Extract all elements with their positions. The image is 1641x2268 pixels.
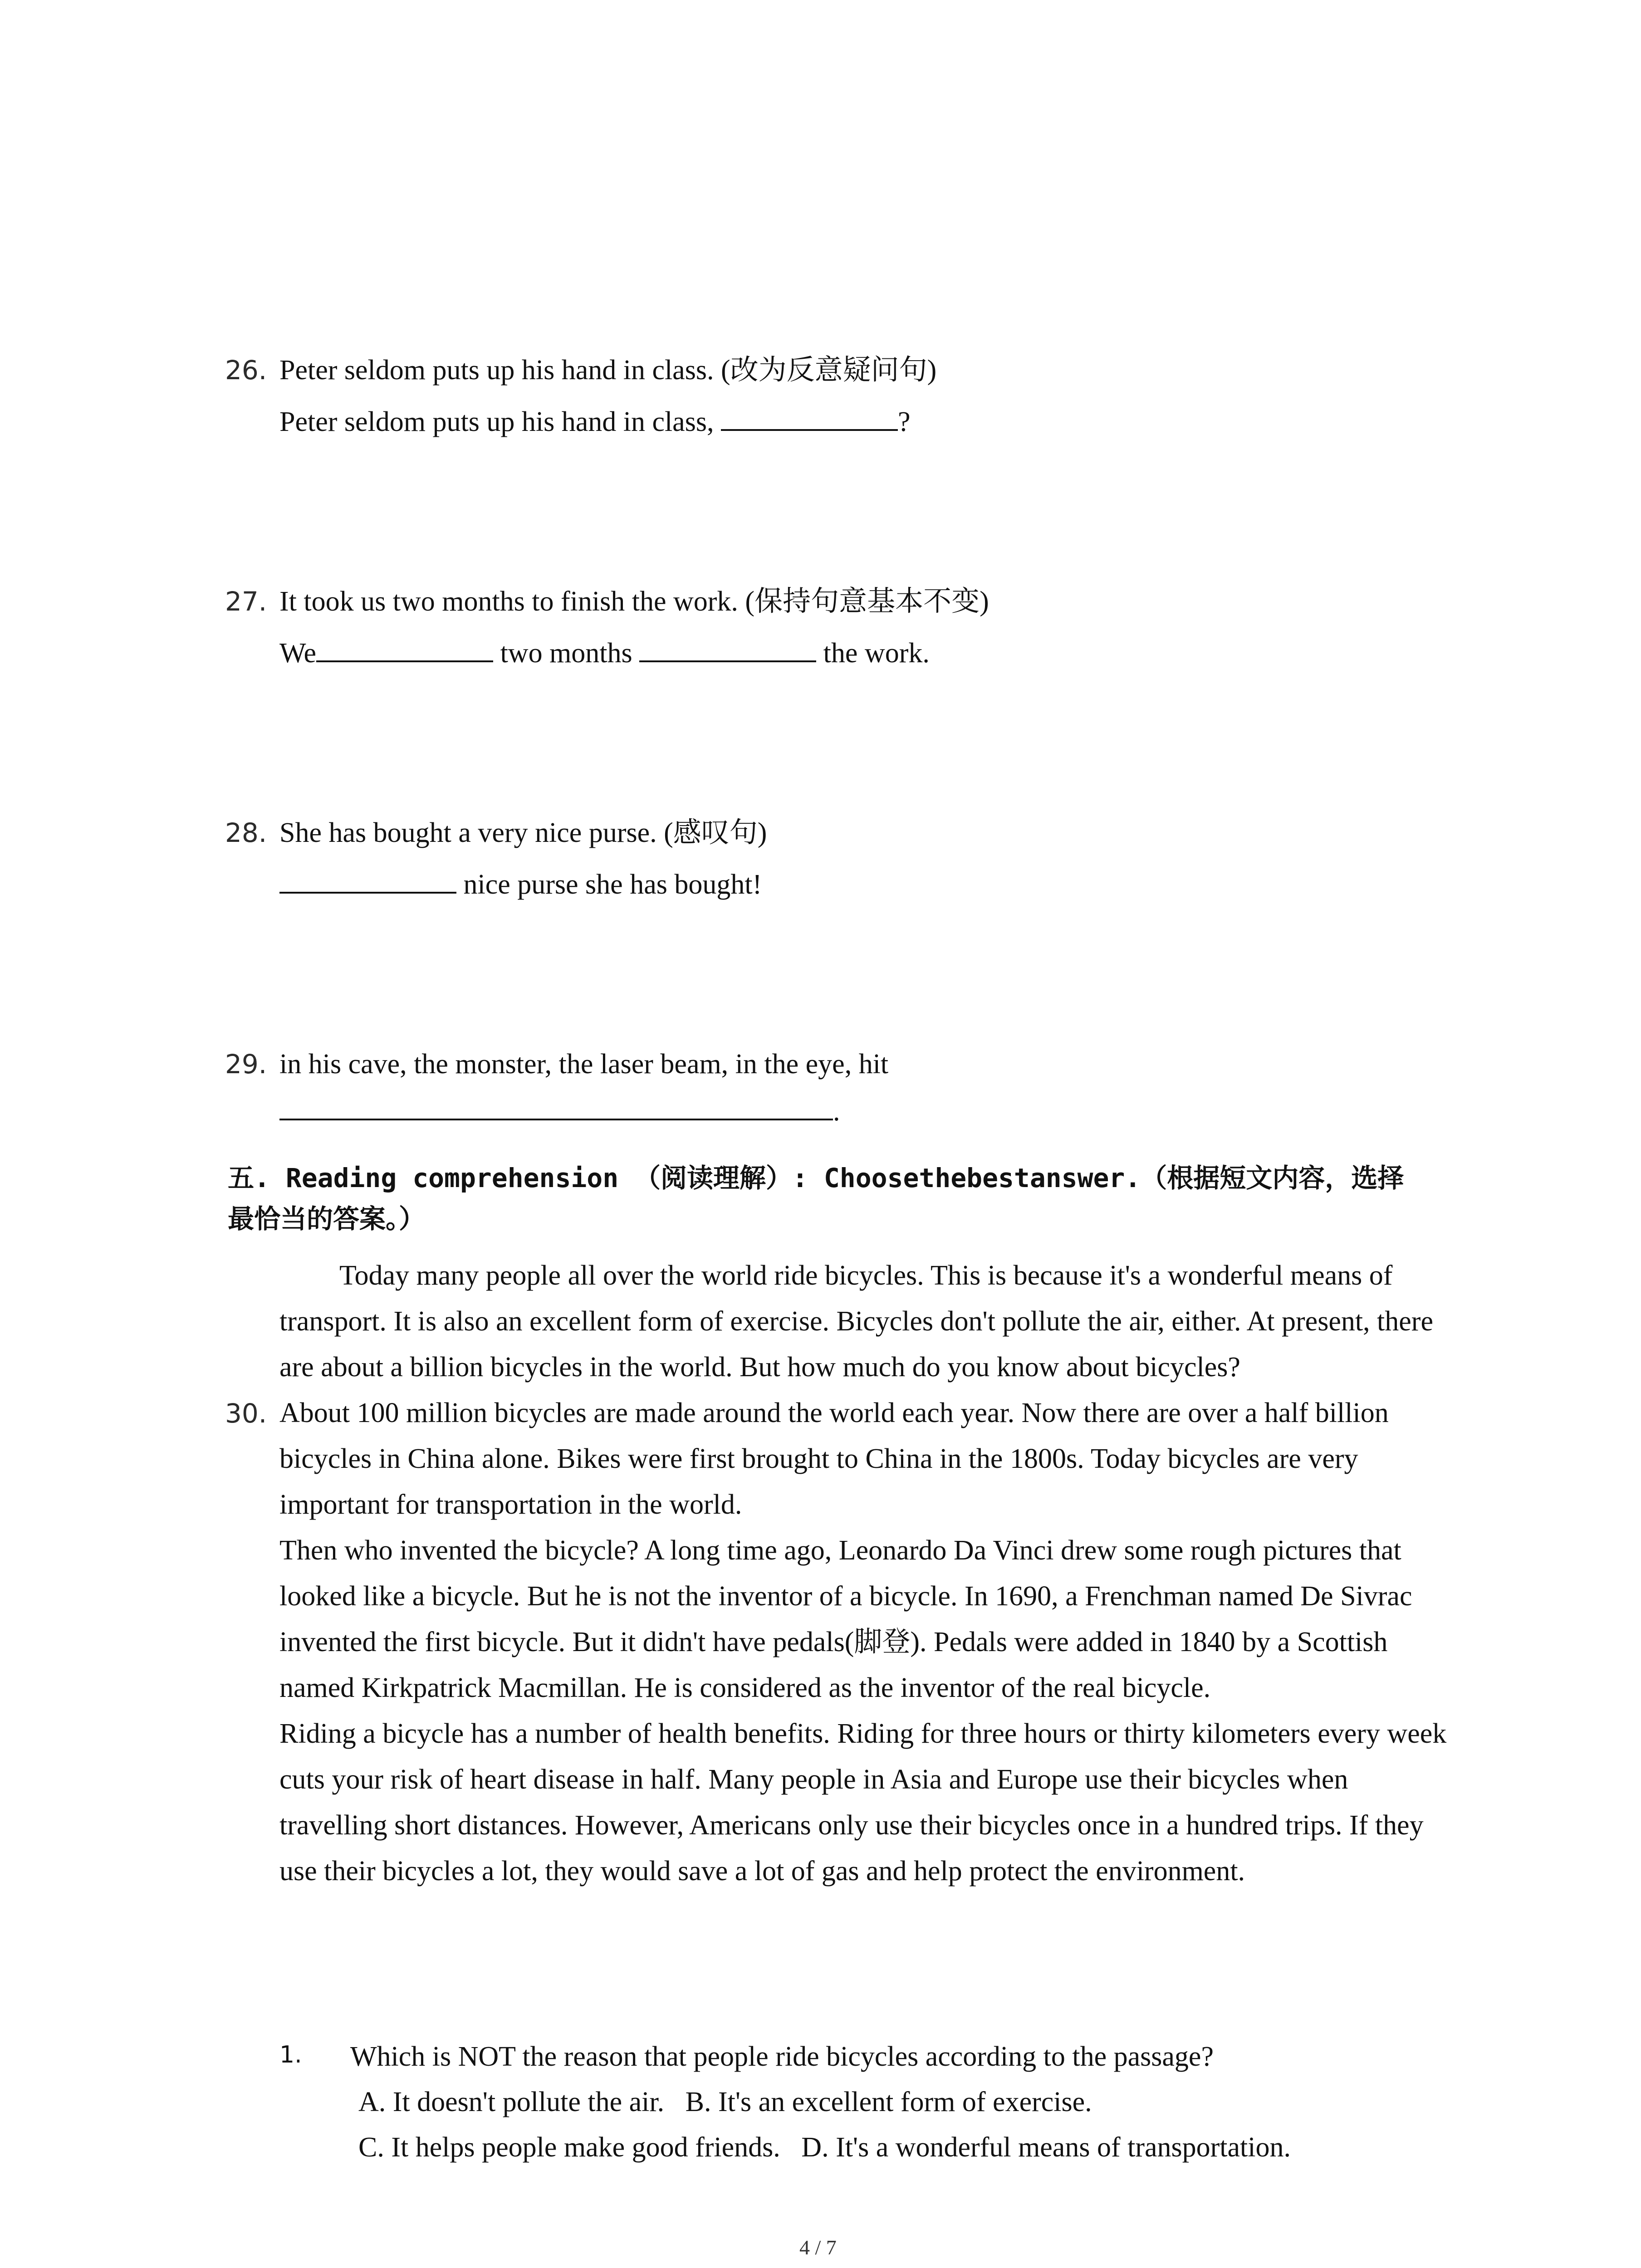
- question-number-29: 29.: [225, 1049, 267, 1080]
- subquestion-number: 1.: [279, 2041, 302, 2068]
- subquestion-stem: Which is NOT the reason that people ride bicycles according to the passage?: [350, 2041, 1214, 2072]
- answer-blank[interactable]: [279, 1092, 833, 1120]
- question-27-answer-part1: We: [279, 638, 317, 669]
- reading-passage: [279, 1253, 1459, 1894]
- passage-paragraph-2: About 100 million bicycles are made around the world each year. Now there are over a half billion bicycles in China alone. Bikes were first brought to China in the 1800s. Today bicycles are very important for transportation in the world.: [279, 1398, 1389, 1520]
- question-28-answer-text: nice purse she has bought!: [463, 869, 762, 900]
- question-29-prompt: in his cave, the monster, the laser beam, in the eye, hit: [279, 1049, 889, 1080]
- question-number-30: 30.: [225, 1398, 267, 1429]
- question-29-answer-mark: .: [833, 1096, 840, 1127]
- question-26-prompt: Peter seldom puts up his hand in class. (改为反意疑问句): [279, 355, 937, 386]
- passage-paragraph-4: Riding a bicycle has a number of health benefits. Riding for three hours or thirty kilometers every week cuts your risk of heart disease in half. Many people in Asia and Europe use their bicycles when travelling short distances. However, Americans only use their bicycles once in a hundred trips. If they use their bicycles a lot, they would save a lot of gas and help protect the environment.: [279, 1718, 1447, 1887]
- page-number: 4 / 7: [799, 2236, 837, 2259]
- question-number-28: 28.: [225, 817, 267, 848]
- subquestion-options-ab[interactable]: A. It doesn't pollute the air. B. It's an excellent form of exercise.: [358, 2087, 1092, 2117]
- question-26-answer-mark: ?: [897, 406, 911, 437]
- answer-blank[interactable]: [316, 634, 493, 662]
- question-number-27: 27.: [225, 586, 267, 617]
- question-28-answer-line: [279, 862, 762, 907]
- section-heading-line2: 最恰当的答案。）: [228, 1203, 426, 1234]
- question-26-answer-line: [279, 399, 911, 445]
- section-heading-line1: 五. Reading comprehension （阅读理解）: Choosethebestanswer.（根据短文内容，选择: [228, 1163, 1404, 1193]
- subquestion-options-cd[interactable]: C. It helps people make good friends. D. It's a wonderful means of transportation.: [358, 2132, 1291, 2163]
- question-number-26: 26.: [225, 355, 267, 386]
- question-27-prompt: It took us two months to finish the work. (保持句意基本不变): [279, 586, 989, 617]
- passage-paragraph-1: Today many people all over the world ride bicycles. This is because it's a wonderful means of transport. It is also an excellent form of exercise. Bicycles don't pollute the air, either. At present, there are about a billion bicycles in the world. But how much do you know about bicycles?: [279, 1260, 1433, 1383]
- question-28-prompt: She has bought a very nice purse. (感叹句): [279, 817, 767, 848]
- question-27-answer-part3: the work.: [823, 638, 930, 669]
- answer-blank[interactable]: [279, 865, 456, 894]
- question-27-answer-part2: two months: [500, 638, 632, 669]
- question-29-answer-line: [279, 1089, 840, 1134]
- answer-blank[interactable]: [639, 634, 816, 662]
- passage-paragraph-3: Then who invented the bicycle? A long time ago, Leonardo Da Vinci drew some rough pictures that looked like a bicycle. But he is not the inventor of a bicycle. In 1690, a Frenchman named De Sivrac invented the first bicycle. But it didn't have pedals(脚登). Pedals were added in 1840 by a Scottish named Kirkpatrick Macmillan. He is considered as the inventor of the real bicycle.: [279, 1535, 1412, 1703]
- question-26-answer-text: Peter seldom puts up his hand in class,: [279, 406, 714, 437]
- section-heading: [228, 1158, 1404, 1239]
- question-27-answer-line: [279, 631, 930, 676]
- answer-blank[interactable]: [721, 403, 898, 431]
